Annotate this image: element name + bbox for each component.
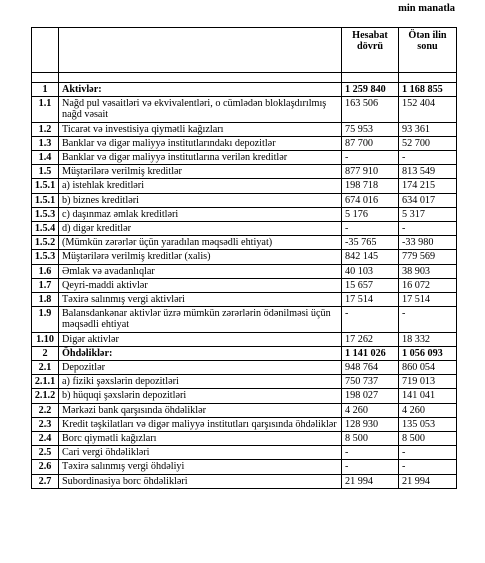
row-label: Depozitlər [59, 361, 342, 375]
table-row [32, 460, 457, 474]
row-previous-value: - [399, 307, 457, 332]
row-number: 1.2 [32, 122, 59, 136]
row-current-value: 163 506 [342, 97, 399, 122]
row-current-value: 842 145 [342, 250, 399, 264]
table-row [32, 278, 457, 292]
row-previous-value: - [399, 460, 457, 474]
row-current-value: 877 910 [342, 165, 399, 179]
row-current-value: - [342, 460, 399, 474]
row-current-value: - [342, 446, 399, 460]
row-number: 2.4 [32, 432, 59, 446]
table-row [32, 222, 457, 236]
table-row [32, 193, 457, 207]
row-label: Müştərilərə verilmiş kreditlər (xalis) [59, 250, 342, 264]
row-label: Təxirə salınmış vergi aktivləri [59, 293, 342, 307]
row-current-value: -35 765 [342, 236, 399, 250]
table-row [32, 446, 457, 460]
table-row [32, 264, 457, 278]
row-number: 1.1 [32, 97, 59, 122]
row-label: a) fiziki şəxslərin depozitləri [59, 375, 342, 389]
table-body [32, 83, 457, 489]
unit-label: min manatla [398, 3, 455, 14]
table-row [32, 207, 457, 221]
table-row [32, 474, 457, 488]
row-previous-value: 93 361 [399, 122, 457, 136]
row-current-value: 750 737 [342, 375, 399, 389]
row-number: 1 [32, 83, 59, 97]
row-current-value: 8 500 [342, 432, 399, 446]
row-current-value: - [342, 151, 399, 165]
row-current-value: 17 262 [342, 332, 399, 346]
row-number: 2.1.2 [32, 389, 59, 403]
spacer-row [32, 73, 457, 83]
row-label: Subordinasiya borc öhdəlikləri [59, 474, 342, 488]
row-number: 2.2 [32, 403, 59, 417]
row-previous-value: 17 514 [399, 293, 457, 307]
row-label: (Mümkün zərərlər üçün yaradılan məqsədli ehtiyat) [59, 236, 342, 250]
row-previous-value: 152 404 [399, 97, 457, 122]
row-current-value: 1 259 840 [342, 83, 399, 97]
row-label: Banklar və digər maliyyə institutlarındakı depozitlər [59, 136, 342, 150]
table-row [32, 293, 457, 307]
row-current-value: 87 700 [342, 136, 399, 150]
row-current-value: 21 994 [342, 474, 399, 488]
row-label: d) digər kreditlər [59, 222, 342, 236]
row-previous-value: 174 215 [399, 179, 457, 193]
row-previous-value: 813 549 [399, 165, 457, 179]
row-label: Öhdəliklər: [59, 346, 342, 360]
row-number: 2.1 [32, 361, 59, 375]
row-label: Mərkəzi bank qarşısında öhdəliklər [59, 403, 342, 417]
row-number: 1.6 [32, 264, 59, 278]
row-label: Borc qiymətli kağızları [59, 432, 342, 446]
row-number: 1.4 [32, 151, 59, 165]
row-number: 1.5 [32, 165, 59, 179]
row-previous-value: -33 980 [399, 236, 457, 250]
row-previous-value: 52 700 [399, 136, 457, 150]
row-number: 1.5.3 [32, 250, 59, 264]
row-number: 1.5.1 [32, 193, 59, 207]
row-current-value: 948 764 [342, 361, 399, 375]
row-number: 2.6 [32, 460, 59, 474]
row-previous-value: 8 500 [399, 432, 457, 446]
table-row [32, 346, 457, 360]
table-row [32, 179, 457, 193]
row-previous-value: - [399, 151, 457, 165]
row-current-value: 674 016 [342, 193, 399, 207]
table-row [32, 307, 457, 332]
table-row [32, 389, 457, 403]
row-label: Qeyri-maddi aktivlər [59, 278, 342, 292]
row-number: 1.3 [32, 136, 59, 150]
row-number: 1.5.3 [32, 207, 59, 221]
row-current-value: 198 718 [342, 179, 399, 193]
row-previous-value: 141 041 [399, 389, 457, 403]
table-row [32, 151, 457, 165]
row-number: 2.7 [32, 474, 59, 488]
row-number: 1.5.1 [32, 179, 59, 193]
row-label: Təxirə salınmış vergi öhdəliyi [59, 460, 342, 474]
row-current-value: 5 176 [342, 207, 399, 221]
row-number: 1.7 [32, 278, 59, 292]
balance-table [31, 27, 457, 489]
table-row [32, 236, 457, 250]
row-previous-value: 38 903 [399, 264, 457, 278]
table-row [32, 97, 457, 122]
row-label: Digər aktivlər [59, 332, 342, 346]
row-number: 1.8 [32, 293, 59, 307]
row-label: Kredit təşkilatları və digər maliyyə institutları qarşısında öhdəliklər [59, 417, 342, 431]
row-previous-value: 634 017 [399, 193, 457, 207]
row-previous-value: 18 332 [399, 332, 457, 346]
row-number: 1.10 [32, 332, 59, 346]
table-row [32, 165, 457, 179]
row-current-value: 17 514 [342, 293, 399, 307]
row-label: b) hüquqi şəxslərin depozitləri [59, 389, 342, 403]
row-current-value: 15 657 [342, 278, 399, 292]
row-previous-value: 779 569 [399, 250, 457, 264]
row-previous-value: 135 053 [399, 417, 457, 431]
row-current-value: - [342, 222, 399, 236]
row-current-value: 198 027 [342, 389, 399, 403]
row-previous-value: 860 054 [399, 361, 457, 375]
row-label: Ticarət və investisiya qiymətli kağızları [59, 122, 342, 136]
table-row [32, 403, 457, 417]
row-number: 2.3 [32, 417, 59, 431]
row-label: Müştərilərə verilmiş kreditlər [59, 165, 342, 179]
row-number: 1.5.4 [32, 222, 59, 236]
table-row [32, 417, 457, 431]
row-label: Əmlak və avadanlıqlar [59, 264, 342, 278]
row-current-value: 75 953 [342, 122, 399, 136]
row-label: Aktivlər: [59, 83, 342, 97]
row-label: Nağd pul vəsaitləri və ekvivalentləri, o cümlədən bloklaşdırılmış nağd vəsait [59, 97, 342, 122]
header-current-period: Hesabat dövrü [342, 28, 399, 73]
table-row [32, 432, 457, 446]
row-previous-value: - [399, 446, 457, 460]
row-previous-value: 1 168 855 [399, 83, 457, 97]
row-label: c) daşınmaz əmlak kreditləri [59, 207, 342, 221]
row-number: 2.1.1 [32, 375, 59, 389]
row-previous-value: 21 994 [399, 474, 457, 488]
row-label: Balansdankənar aktivlər üzrə mümkün zərərlərin ödənilməsi üçün məqsədli ehtiyat [59, 307, 342, 332]
row-current-value: 128 930 [342, 417, 399, 431]
row-previous-value: 16 072 [399, 278, 457, 292]
row-current-value: 4 260 [342, 403, 399, 417]
row-number: 2.5 [32, 446, 59, 460]
table-header-row [32, 28, 457, 73]
row-previous-value: 4 260 [399, 403, 457, 417]
row-label: Banklar və digər maliyyə institutlarına verilən kreditlər [59, 151, 342, 165]
table-row [32, 375, 457, 389]
row-previous-value: 5 317 [399, 207, 457, 221]
header-previous-year-end: Ötən ilin sonu [399, 28, 457, 73]
header-number-cell [32, 28, 59, 73]
table-row [32, 136, 457, 150]
row-current-value: 1 141 026 [342, 346, 399, 360]
table-row [32, 361, 457, 375]
table-row [32, 83, 457, 97]
row-current-value: 40 103 [342, 264, 399, 278]
row-previous-value: 719 013 [399, 375, 457, 389]
row-number: 1.5.2 [32, 236, 59, 250]
row-current-value: - [342, 307, 399, 332]
table-row [32, 250, 457, 264]
row-previous-value: 1 056 093 [399, 346, 457, 360]
row-number: 2 [32, 346, 59, 360]
row-label: a) istehlak kreditləri [59, 179, 342, 193]
row-number: 1.9 [32, 307, 59, 332]
table-row [32, 332, 457, 346]
row-label: Cari vergi öhdəlikləri [59, 446, 342, 460]
table-row [32, 122, 457, 136]
row-label: b) biznes kreditləri [59, 193, 342, 207]
row-previous-value: - [399, 222, 457, 236]
header-label-cell [59, 28, 342, 73]
